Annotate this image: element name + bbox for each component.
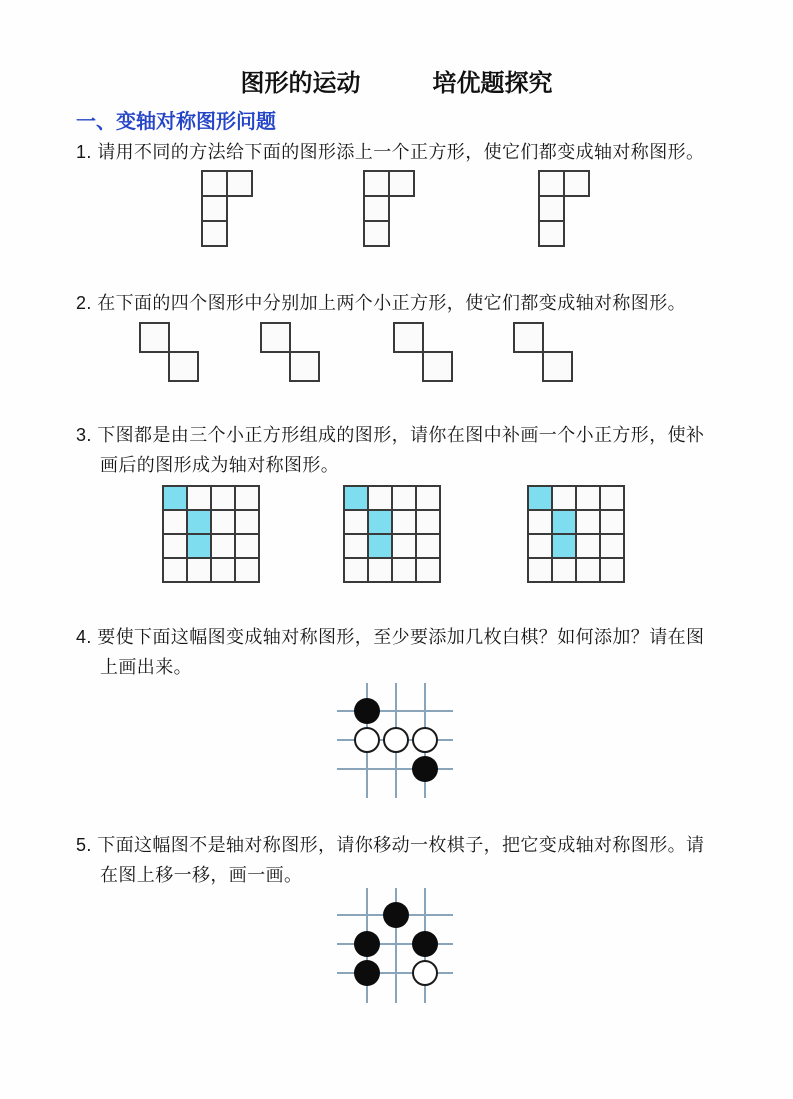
grid-cell — [538, 170, 565, 197]
grid-cell — [527, 509, 553, 535]
black-stone — [354, 960, 380, 986]
white-stone — [354, 727, 380, 753]
black-stone — [383, 902, 409, 928]
grid-cell — [599, 557, 625, 583]
grid-cell — [210, 557, 236, 583]
grid-cell — [527, 533, 553, 559]
shaded-cell — [367, 533, 393, 559]
grid-cell — [363, 220, 390, 247]
black-stone — [412, 756, 438, 782]
grid-cell — [234, 509, 260, 535]
q4-go-board — [337, 683, 453, 798]
black-stone — [354, 931, 380, 957]
grid-cell — [363, 195, 390, 222]
grid-cell — [391, 557, 417, 583]
question-5-text-line2: 在图上移一移，画一画。 — [100, 865, 303, 885]
grid-cell — [168, 351, 199, 382]
grid-cell — [542, 351, 573, 382]
grid-cell — [210, 509, 236, 535]
question-5-text-line1: 5. 下面这幅图不是轴对称图形，请你移动一枚棋子，把它变成轴对称图形。请 — [76, 835, 705, 855]
grid-cell — [513, 322, 544, 353]
grid-cell — [234, 533, 260, 559]
grid-cell — [162, 509, 188, 535]
shaded-cell — [551, 533, 577, 559]
grid-cell — [162, 533, 188, 559]
section-heading: 一、变轴对称图形问题 — [76, 111, 276, 133]
grid-cell — [343, 509, 369, 535]
grid-cell — [391, 533, 417, 559]
grid-cell — [563, 170, 590, 197]
grid-cell — [393, 322, 424, 353]
shaded-cell — [162, 485, 188, 511]
grid-cell — [575, 509, 601, 535]
grid-cell — [139, 322, 170, 353]
q5-go-board — [337, 888, 453, 1003]
title-right: 培优题探究 — [432, 70, 553, 97]
grid-cell — [186, 485, 212, 511]
black-stone — [354, 698, 380, 724]
grid-cell — [234, 557, 260, 583]
grid-cell — [415, 509, 441, 535]
grid-cell — [551, 557, 577, 583]
grid-cell — [415, 557, 441, 583]
grid-cell — [575, 557, 601, 583]
grid-cell — [391, 485, 417, 511]
question-1-text: 1. 请用不同的方法给下面的图形添上一个正方形，使它们都变成轴对称图形。 — [76, 142, 705, 162]
grid-cell — [415, 533, 441, 559]
question-4-text-line1: 4. 要使下面这幅图变成轴对称图形，至少要添加几枚白棋？如何添加？请在图 — [76, 627, 705, 647]
grid-cell — [575, 533, 601, 559]
grid-cell — [162, 557, 188, 583]
grid-cell — [388, 170, 415, 197]
grid-cell — [343, 533, 369, 559]
grid-cell — [527, 557, 553, 583]
grid-cell — [363, 170, 390, 197]
grid-cell — [575, 485, 601, 511]
grid-cell — [234, 485, 260, 511]
grid-cell — [599, 533, 625, 559]
grid-cell — [289, 351, 320, 382]
grid-cell — [226, 170, 253, 197]
grid-cell — [201, 195, 228, 222]
grid-cell — [538, 195, 565, 222]
grid-cell — [343, 557, 369, 583]
grid-cell — [391, 509, 417, 535]
white-stone — [412, 960, 438, 986]
question-3-text-line1: 3. 下图都是由三个小正方形组成的图形，请你在图中补画一个小正方形，使补 — [76, 425, 705, 445]
question-2-text: 2. 在下面的四个图形中分别加上两个小正方形，使它们都变成轴对称图形。 — [76, 293, 687, 313]
page-title — [0, 63, 793, 98]
grid-cell — [210, 485, 236, 511]
grid-cell — [422, 351, 453, 382]
question-3-text-line2: 画后的图形成为轴对称图形。 — [100, 455, 340, 475]
shaded-cell — [527, 485, 553, 511]
grid-cell — [538, 220, 565, 247]
grid-cell — [551, 485, 577, 511]
grid-cell — [210, 533, 236, 559]
grid-cell — [201, 170, 228, 197]
grid-cell — [415, 485, 441, 511]
shaded-cell — [186, 533, 212, 559]
question-4-text-line2: 上画出来。 — [100, 657, 192, 677]
grid-cell — [201, 220, 228, 247]
shaded-cell — [186, 509, 212, 535]
shaded-cell — [343, 485, 369, 511]
black-stone — [412, 931, 438, 957]
shaded-cell — [551, 509, 577, 535]
grid-cell — [367, 557, 393, 583]
white-stone — [412, 727, 438, 753]
title-left: 图形的运动 — [240, 70, 361, 97]
grid-cell — [599, 509, 625, 535]
grid-cell — [260, 322, 291, 353]
grid-cell — [367, 485, 393, 511]
shaded-cell — [367, 509, 393, 535]
grid-cell — [599, 485, 625, 511]
white-stone — [383, 727, 409, 753]
grid-cell — [186, 557, 212, 583]
